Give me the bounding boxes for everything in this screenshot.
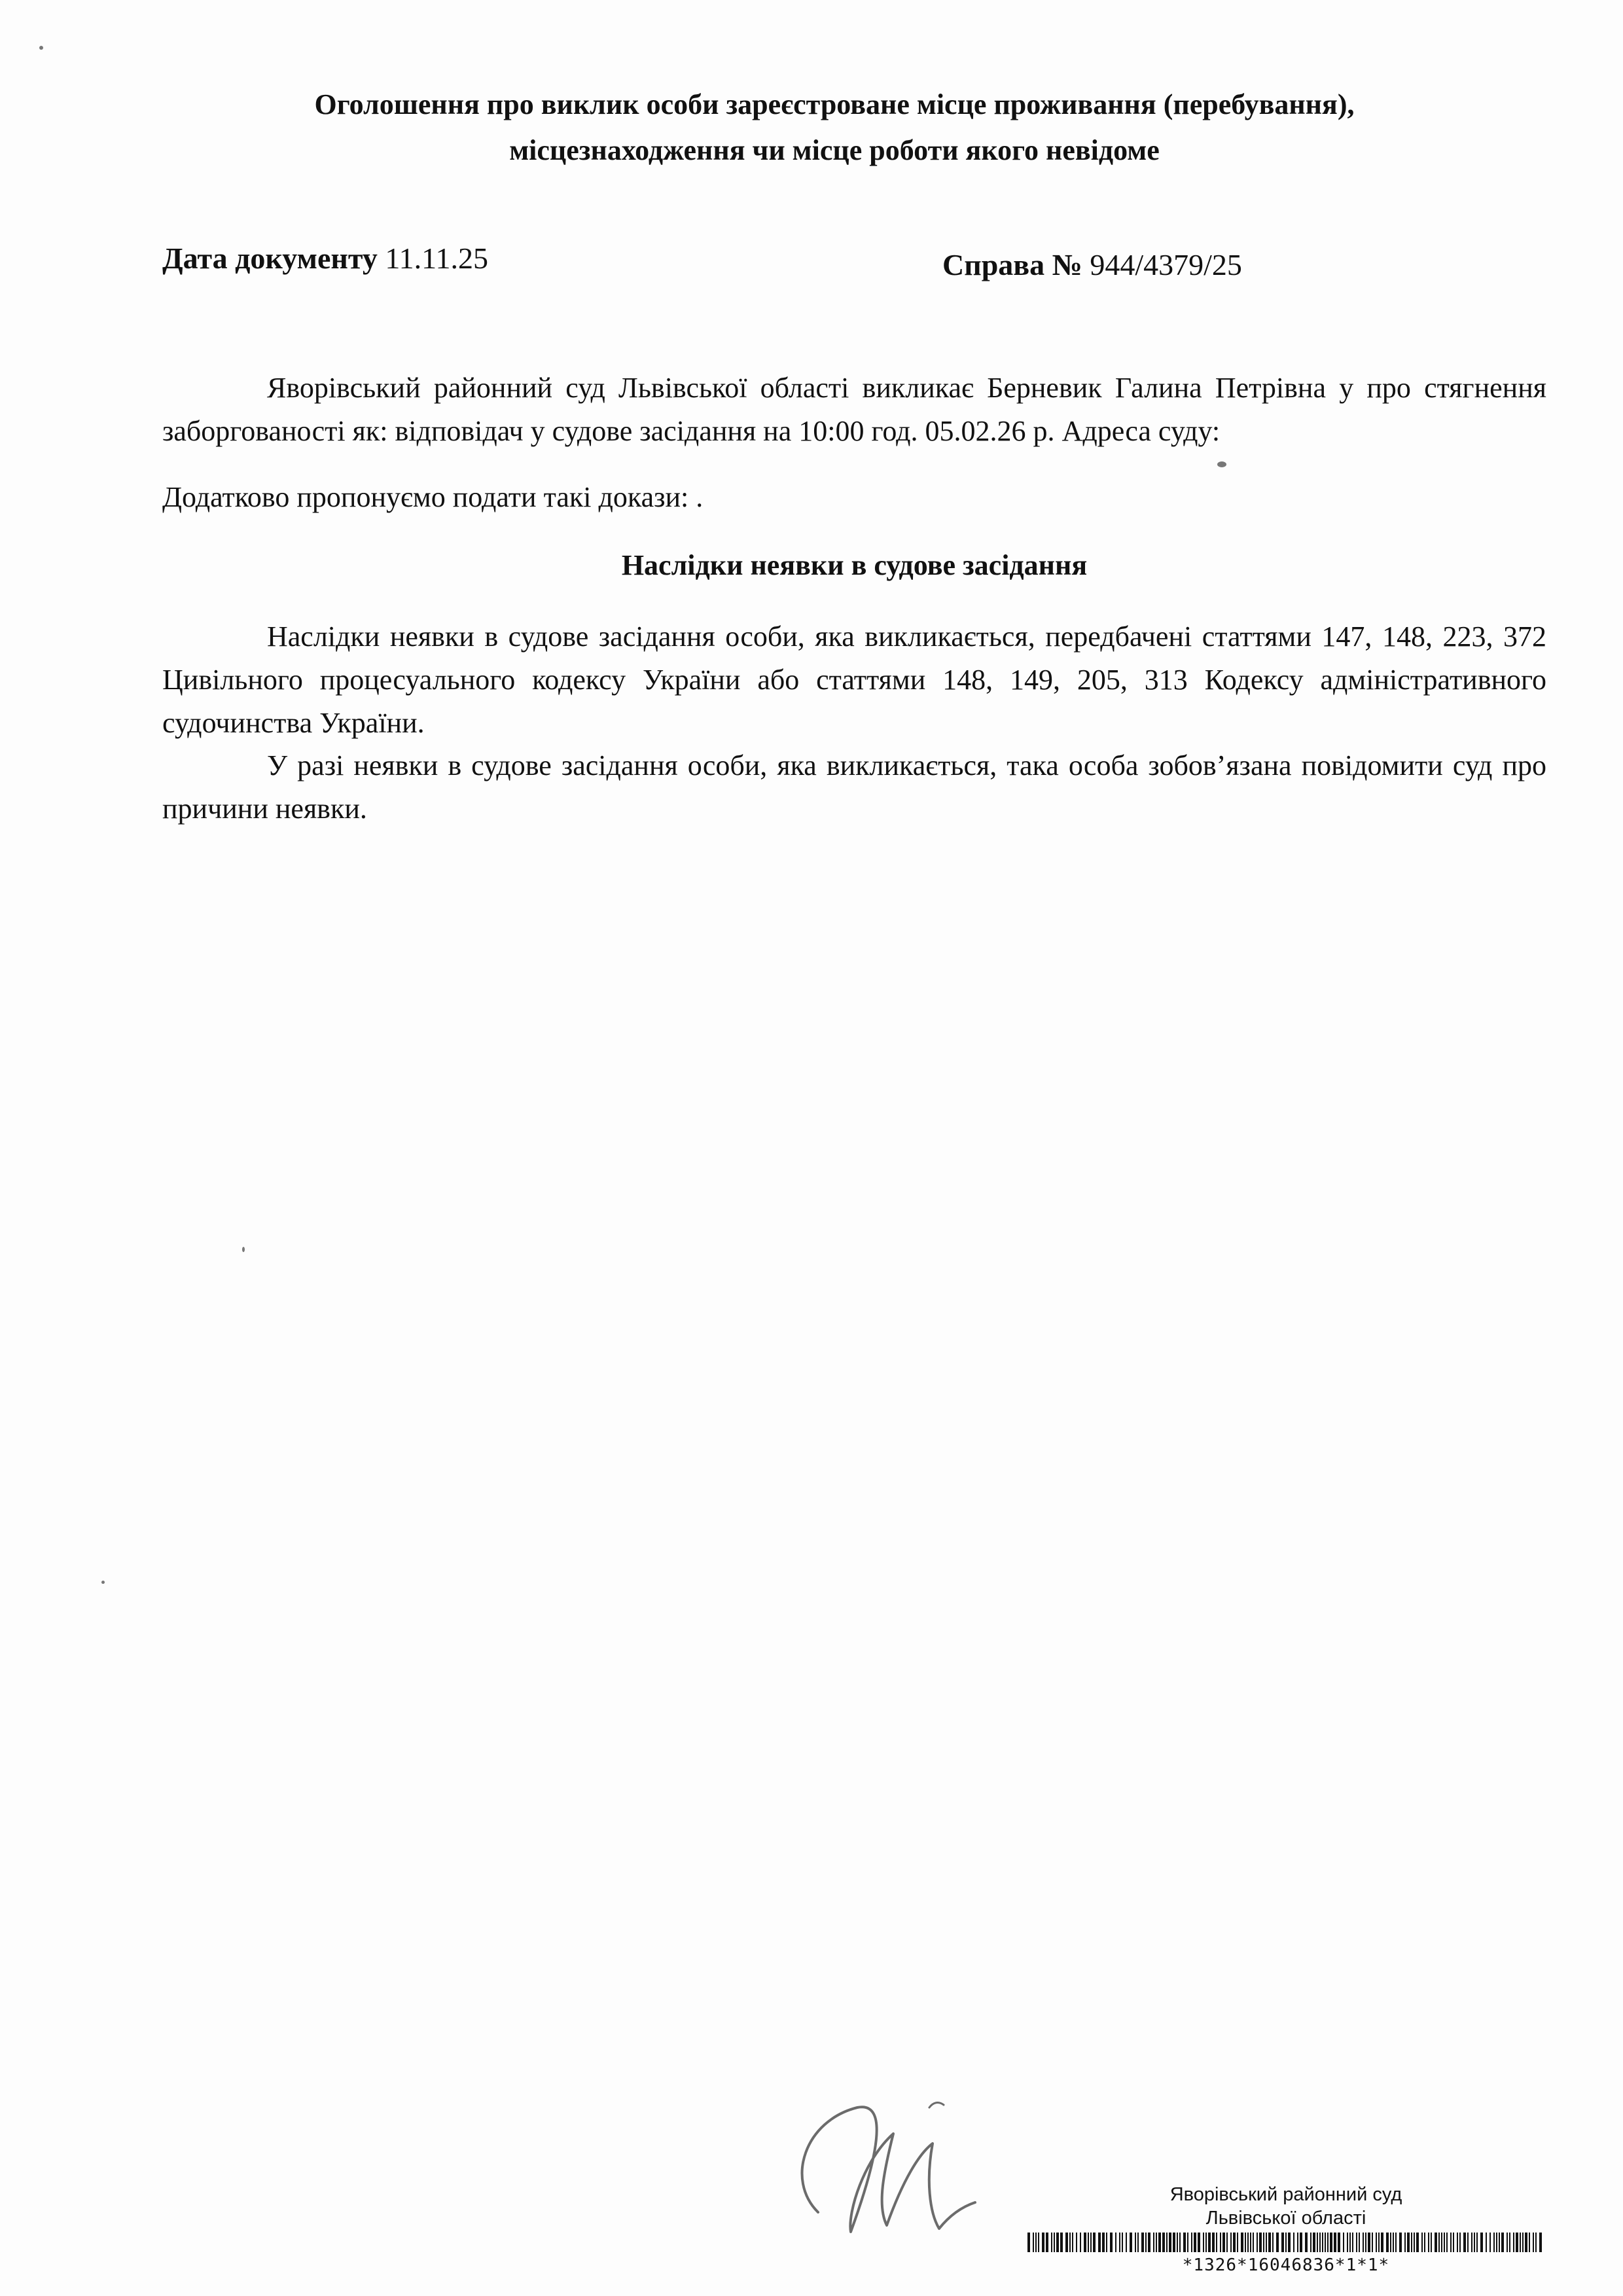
barcode-bar bbox=[1084, 2233, 1086, 2252]
barcode-bar bbox=[1072, 2233, 1073, 2252]
barcode-bar bbox=[1038, 2233, 1039, 2252]
barcode-bar bbox=[1499, 2233, 1500, 2252]
barcode-bar bbox=[1276, 2233, 1279, 2252]
barcode-bar bbox=[1390, 2233, 1391, 2252]
barcode-bar bbox=[1187, 2233, 1188, 2252]
barcode-bar bbox=[1247, 2233, 1249, 2252]
barcode-bar bbox=[1325, 2233, 1326, 2252]
document-title bbox=[196, 82, 1472, 173]
barcode-bar bbox=[1395, 2233, 1397, 2252]
barcode-bar bbox=[1065, 2233, 1068, 2252]
barcode-bar bbox=[1158, 2233, 1161, 2252]
barcode-bar bbox=[1327, 2233, 1329, 2252]
scan-speck bbox=[39, 46, 43, 50]
date-label: Дата документу bbox=[162, 242, 378, 275]
barcode-bar bbox=[1126, 2233, 1127, 2252]
barcode-bar bbox=[1266, 2233, 1267, 2252]
case-value: 944/4379/25 bbox=[1090, 248, 1242, 281]
barcode-bar bbox=[1293, 2233, 1294, 2252]
barcode-bar bbox=[1156, 2233, 1157, 2252]
barcode-bar bbox=[1414, 2233, 1415, 2252]
barcode-bar bbox=[1288, 2233, 1291, 2252]
barcode-bar bbox=[1285, 2233, 1287, 2252]
barcode-bar bbox=[1520, 2233, 1521, 2252]
barcode-bar bbox=[1411, 2233, 1412, 2252]
barcode-bar bbox=[1069, 2233, 1071, 2252]
barcode-bar bbox=[1416, 2233, 1419, 2252]
barcode-bar bbox=[1027, 2233, 1030, 2252]
barcode-bar bbox=[1102, 2233, 1105, 2252]
scan-speck bbox=[242, 1247, 245, 1252]
title-line-2: місцезнаходження чи місце роботи якого невідоме bbox=[509, 134, 1160, 166]
barcode-bar bbox=[1467, 2233, 1469, 2252]
barcode-bar bbox=[1330, 2233, 1332, 2252]
barcode-bar bbox=[1363, 2233, 1364, 2252]
barcode-bar bbox=[1205, 2233, 1207, 2252]
barcode-bar bbox=[1338, 2233, 1340, 2252]
barcode-bar bbox=[1245, 2233, 1246, 2252]
scan-speck bbox=[101, 1581, 105, 1584]
barcode-bar bbox=[1250, 2233, 1251, 2252]
evidence-paragraph: Додатково пропонуємо подати такі докази: . bbox=[162, 481, 704, 513]
barcode-bar bbox=[1435, 2233, 1437, 2252]
barcode-bar bbox=[1233, 2233, 1236, 2252]
barcode-bar bbox=[1489, 2233, 1491, 2252]
barcode-bar bbox=[1122, 2233, 1123, 2252]
barcode-bar bbox=[1501, 2233, 1504, 2252]
barcode-bar bbox=[1441, 2233, 1442, 2252]
barcode-bar bbox=[1372, 2233, 1373, 2252]
barcode-bar bbox=[1212, 2233, 1215, 2252]
barcode-bar bbox=[1203, 2233, 1204, 2252]
barcode-bar bbox=[1208, 2233, 1211, 2252]
barcode-bar bbox=[1191, 2233, 1192, 2252]
barcode-bar bbox=[1463, 2233, 1466, 2252]
consequences-paragraph-2: У разі неявки в судове засідання особи, яка викликається, така особа зобов’язана повідомити суд про причини неявки. bbox=[162, 749, 1546, 825]
barcode-number: *1326*16046836*1*1* bbox=[1182, 2255, 1390, 2275]
consequences-heading: Наслідки неявки в судове засідання bbox=[621, 549, 1088, 581]
barcode-bar bbox=[1090, 2233, 1092, 2252]
court-stamp bbox=[1021, 2183, 1551, 2277]
barcode-bar bbox=[1356, 2233, 1357, 2252]
barcode-bar bbox=[1522, 2233, 1524, 2252]
barcode-bar bbox=[1268, 2233, 1271, 2252]
barcode-bar bbox=[1393, 2233, 1394, 2252]
barcode-bar bbox=[1486, 2233, 1487, 2252]
barcode-bar bbox=[1130, 2233, 1132, 2252]
barcode-bar bbox=[1496, 2233, 1497, 2252]
barcode-bar bbox=[1404, 2233, 1406, 2252]
barcode-bar bbox=[1162, 2233, 1165, 2252]
barcode-bar bbox=[1376, 2233, 1377, 2252]
barcode-bar bbox=[1365, 2233, 1366, 2252]
barcode-bar bbox=[1368, 2233, 1370, 2252]
barcode-bar bbox=[1450, 2233, 1452, 2252]
barcode-bar bbox=[1457, 2233, 1458, 2252]
barcode-bar bbox=[1106, 2233, 1107, 2252]
barcode-bar bbox=[1539, 2233, 1542, 2252]
barcode bbox=[1027, 2233, 1544, 2252]
date-value: 11.11.25 bbox=[385, 242, 488, 275]
barcode-bar bbox=[1183, 2233, 1186, 2252]
barcode-bar bbox=[1529, 2233, 1530, 2252]
barcode-bar bbox=[1428, 2233, 1429, 2252]
barcode-bar bbox=[1281, 2233, 1284, 2252]
barcode-bar bbox=[1313, 2233, 1315, 2252]
barcode-bar bbox=[1220, 2233, 1221, 2252]
barcode-bar bbox=[1444, 2233, 1445, 2252]
scan-speck bbox=[1217, 461, 1226, 467]
barcode-bar bbox=[1259, 2233, 1262, 2252]
barcode-bar bbox=[1042, 2233, 1044, 2252]
barcode-bar bbox=[1300, 2233, 1302, 2252]
barcode-bar bbox=[1438, 2233, 1440, 2252]
barcode-bar bbox=[1060, 2233, 1063, 2252]
barcode-bar bbox=[1493, 2233, 1495, 2252]
barcode-bar bbox=[1319, 2233, 1321, 2252]
barcode-bar bbox=[1471, 2233, 1472, 2252]
barcode-bar bbox=[1476, 2233, 1478, 2252]
barcode-bar bbox=[1241, 2233, 1243, 2252]
barcode-bar bbox=[1322, 2233, 1323, 2252]
barcode-bar bbox=[1359, 2233, 1360, 2252]
barcode-bar bbox=[1507, 2233, 1508, 2252]
barcode-bar bbox=[1145, 2233, 1147, 2252]
barcode-bar bbox=[1076, 2233, 1077, 2252]
barcode-bar bbox=[1110, 2233, 1113, 2252]
barcode-bar bbox=[1352, 2233, 1353, 2252]
barcode-bar bbox=[1297, 2233, 1298, 2252]
barcode-bar bbox=[1446, 2233, 1448, 2252]
barcode-bar bbox=[1222, 2233, 1225, 2252]
barcode-bar bbox=[1317, 2233, 1318, 2252]
barcode-bar bbox=[1334, 2233, 1336, 2252]
barcode-bar bbox=[1098, 2233, 1101, 2252]
barcode-bar bbox=[1056, 2233, 1059, 2252]
title-line-1: Оголошення про виклик особи зареєстроване місце проживання (перебування), bbox=[314, 88, 1355, 120]
barcode-bar bbox=[1453, 2233, 1454, 2252]
barcode-bar bbox=[1054, 2233, 1055, 2252]
barcode-bar bbox=[1033, 2233, 1034, 2252]
barcode-bar bbox=[1516, 2233, 1518, 2252]
barcode-bar bbox=[1347, 2233, 1348, 2252]
barcode-bar bbox=[1051, 2233, 1052, 2252]
stamp-line-1: Яворівський районний суд bbox=[1169, 2184, 1402, 2205]
barcode-bar bbox=[1459, 2233, 1461, 2252]
barcode-bar bbox=[1093, 2233, 1096, 2252]
barcode-bar bbox=[1198, 2233, 1200, 2252]
barcode-bar bbox=[1513, 2233, 1514, 2252]
barcode-bar bbox=[1137, 2233, 1139, 2252]
barcode-bar bbox=[1349, 2233, 1351, 2252]
barcode-bar bbox=[1533, 2233, 1534, 2252]
barcode-bar bbox=[1421, 2233, 1423, 2252]
case-label: Справа № bbox=[942, 248, 1082, 281]
barcode-bar bbox=[1509, 2233, 1510, 2252]
barcode-bar bbox=[1535, 2233, 1537, 2252]
barcode-bar bbox=[1179, 2233, 1181, 2252]
barcode-bar bbox=[1343, 2233, 1344, 2252]
barcode-bar bbox=[1135, 2233, 1136, 2252]
barcode-bar bbox=[1378, 2233, 1380, 2252]
barcode-bar bbox=[1141, 2233, 1144, 2252]
barcode-bar bbox=[1173, 2233, 1175, 2252]
barcode-bar bbox=[1166, 2233, 1168, 2252]
barcode-bar bbox=[1525, 2233, 1527, 2252]
barcode-bar bbox=[1119, 2233, 1120, 2252]
barcode-bar bbox=[1237, 2233, 1238, 2252]
barcode-bar bbox=[1148, 2233, 1150, 2252]
summons-paragraph: Яворівський районний суд Львівської області викликає Берневик Галина Петрівна у про стягнення заборгованості як: відповідач у судове засідання на 10:00 год. 05.02.26 р. Адреса суду: bbox=[162, 372, 1546, 447]
barcode-bar bbox=[1424, 2233, 1425, 2252]
case-number bbox=[942, 247, 1242, 282]
handwritten-signature bbox=[779, 2081, 1001, 2245]
barcode-bar bbox=[1399, 2233, 1402, 2252]
barcode-bar bbox=[1194, 2233, 1196, 2252]
stamp-line-2: Львівської області bbox=[1205, 2208, 1366, 2229]
barcode-bar bbox=[1407, 2233, 1410, 2252]
barcode-bar bbox=[1386, 2233, 1389, 2252]
barcode-bar bbox=[1088, 2233, 1089, 2252]
document-date bbox=[162, 241, 488, 276]
barcode-bar bbox=[1080, 2233, 1081, 2252]
barcode-bar bbox=[1230, 2233, 1232, 2252]
barcode-bar bbox=[1381, 2233, 1383, 2252]
barcode-bar bbox=[1474, 2233, 1475, 2252]
barcode-bar bbox=[1253, 2233, 1254, 2252]
barcode-bar bbox=[1226, 2233, 1228, 2252]
barcode-bar bbox=[1272, 2233, 1274, 2252]
barcode-bar bbox=[1153, 2233, 1154, 2252]
barcode-bar bbox=[1257, 2233, 1258, 2252]
barcode-bar bbox=[1115, 2233, 1116, 2252]
barcode-bar bbox=[1177, 2233, 1178, 2252]
barcode-bar bbox=[1263, 2233, 1264, 2252]
barcode-bar bbox=[1169, 2233, 1171, 2252]
consequences-paragraph-1: Наслідки неявки в судове засідання особи, яка викликається, передбачені статтями 147, 148, 223, 372 Цивільного процесуального кодексу України або статтями 148, 149, 205, 313 Кодексу адміністративного судочинства України. bbox=[162, 620, 1546, 739]
barcode-bar bbox=[1305, 2233, 1308, 2252]
barcode-bar bbox=[1035, 2233, 1037, 2252]
barcode-bar bbox=[1431, 2233, 1432, 2252]
barcode-bar bbox=[1480, 2233, 1483, 2252]
barcode-bar bbox=[1046, 2233, 1048, 2252]
barcode-bar bbox=[1310, 2233, 1311, 2252]
barcode-bar bbox=[1216, 2233, 1217, 2252]
